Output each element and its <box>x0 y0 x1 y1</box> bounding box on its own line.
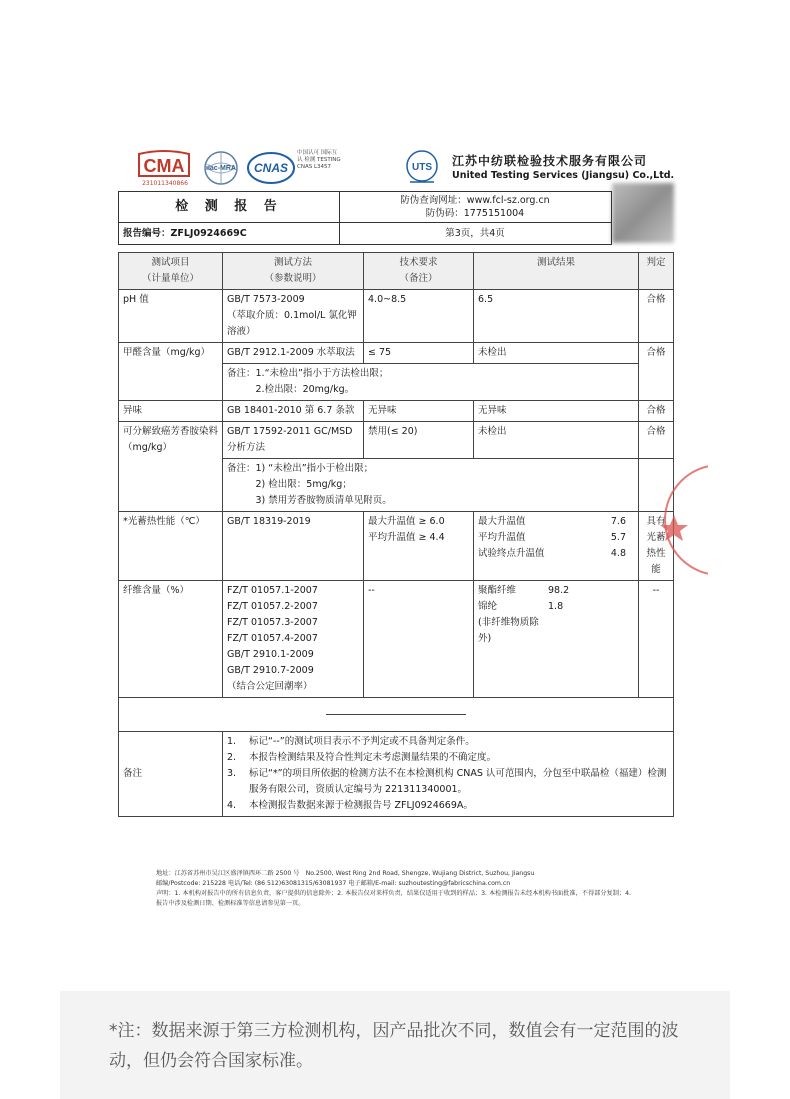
cell-judgement: 具有光蓄热性能 <box>639 512 674 581</box>
cell-result: 6.5 <box>474 290 639 343</box>
header-method: 测试方法 （参数说明） <box>223 253 364 290</box>
remark-item: 2. 本报告检测结果及符合性判定未考虑测量结果的不确定度。 <box>227 752 497 763</box>
data-source-note-box <box>60 991 730 1099</box>
header-result: 测试结果 <box>474 253 639 290</box>
cell-judgement: 合格 <box>639 401 674 422</box>
header-requirement: 技术要求 （备注） <box>364 253 474 290</box>
svg-text:ilac-MRA: ilac-MRA <box>206 165 236 172</box>
table-row-blank <box>119 698 674 732</box>
cell-item: 可分解致癌芳香胺染料（mg/kg） <box>119 422 223 512</box>
blurred-qr-code <box>612 183 674 243</box>
report-footer <box>156 869 636 909</box>
footer-address: 地址：江苏省苏州市吴江区盛泽镇西环二路 2500 号 No.2500, West Ring 2nd Road, Shengze, Wujiang District, Suzhou, Jiangsu <box>156 870 535 877</box>
cell-item: pH 值 <box>119 290 223 343</box>
cnas-accreditation-text: 中国认可 国际互认 检测 TESTING CNAS L3457 <box>297 150 341 170</box>
cell-result <box>474 581 639 698</box>
cell-method: GB/T 18319-2019 <box>223 512 364 581</box>
cell-note: 备注：1) “未检出”指小于检出限； 2) 检出限：5mg/kg； 3) 禁用芳香胺物质清单见附页。 <box>223 459 639 512</box>
cell-method: GB/T 17592-2011 GC/MSD 分析方法 <box>223 422 364 459</box>
header-judgement: 判定 <box>639 253 674 290</box>
cma-cert-number: 231011340866 <box>142 180 188 187</box>
cell-item: *光蓄热性能（℃） <box>119 512 223 581</box>
cell-result: 未检出 <box>474 343 639 364</box>
remark-item: 3. 标记“*”的项目所依据的检测方法不在本检测机构 CNAS 认可范围内，分包至中联晶检（福建）检测服务有限公司，资质认定编号为 221311340001。 <box>227 768 667 795</box>
remark-item: 1. 标记“--”的测试项目表示不予判定或不具备判定条件。 <box>227 736 475 747</box>
table-header-row <box>119 253 674 290</box>
cell-requirement: 无异味 <box>364 401 474 422</box>
cell-item: 甲醛含量（mg/kg） <box>119 343 223 401</box>
anti-fake-code: 防伪码：1775151004 <box>425 208 525 219</box>
footer-statement: 声明：1. 本机构对报告中的所有信息负责，客户提供的信息除外；2. 本报告仅对来样负责，结果仅适用于收到的样品；3. 本检测报告未经本机构书面批准，不得部分复制；4. 报告中涉及检测日期、检测标准等信息请参见第一页。 <box>156 890 632 907</box>
cell-result <box>474 512 639 581</box>
cell-item: 纤维含量（%） <box>119 581 223 698</box>
cell-method: GB/T 2912.1-2009 水萃取法 <box>223 343 364 364</box>
cell-requirement: 禁用(≤ 20) <box>364 422 474 459</box>
table-row-remarks <box>119 732 674 817</box>
cell-item: 异味 <box>119 401 223 422</box>
ilac-mra-logo <box>201 150 241 186</box>
cell-note: 备注：1.“未检出”指小于方法检出限； 2.检出限：20mg/kg。 <box>223 364 639 401</box>
cell-result: 未检出 <box>474 422 639 459</box>
table-row-fiber <box>119 581 674 698</box>
test-results-table <box>118 252 674 817</box>
cell-requirement: 4.0~8.5 <box>364 290 474 343</box>
cell-judgement: -- <box>639 581 674 698</box>
svg-text:CNAS: CNAS <box>253 161 289 175</box>
table-row-light-heat <box>119 512 674 581</box>
company-name-cn: 江苏中纺联检验技术服务有限公司 <box>452 154 648 168</box>
footer-contact: 邮编/Postcode: 215228 电话/Tel: (86 512)63081315/63081937 电子邮箱/E-mail: suzhoutesting@fabricschina.com.cn <box>156 880 511 887</box>
cell-blank <box>119 698 674 732</box>
table-row-formaldehyde <box>119 343 674 364</box>
table-row-ph <box>119 290 674 343</box>
uts-logo <box>404 148 440 188</box>
cell-requirement: 最大升温值 ≥ 6.0 平均升温值 ≥ 4.4 <box>364 512 474 581</box>
anti-fake-info <box>339 194 611 220</box>
cell-judgement: 合格 <box>639 422 674 459</box>
cell-result: 无异味 <box>474 401 639 422</box>
svg-text:UTS: UTS <box>412 162 432 173</box>
cell-method: GB 18401-2010 第 6.7 条款 <box>223 401 364 422</box>
data-source-note: *注：数据来源于第三方检测机构，因产品批次不同，数值会有一定范围的波动，但仍会符合国家标准。 <box>109 1021 679 1071</box>
cell-judgement: 合格 <box>639 290 674 343</box>
result-values: 7.6 5.7 4.8 <box>610 516 626 559</box>
result-labels: 聚酯纤维 锦纶 (非纤维物质除外) <box>478 585 539 644</box>
svg-text:CMA: CMA <box>143 156 185 176</box>
cell-judgement: 合格 <box>639 343 674 401</box>
table-row-amine <box>119 422 674 459</box>
result-values: 98.2 1.8 <box>548 585 570 612</box>
page-info: 第3页，共4页 <box>445 228 505 239</box>
cnas-logo <box>246 150 296 186</box>
remarks-cell <box>223 732 674 817</box>
remarks-label: 备注 <box>119 732 223 817</box>
header-item: 测试项目 （计量单位） <box>119 253 223 290</box>
table-row-odor <box>119 401 674 422</box>
report-title: 检 测 报 告 <box>175 199 283 214</box>
anti-fake-site: 防伪查询网址：www.fcl-sz.org.cn <box>400 195 550 206</box>
inspection-stamp <box>660 460 708 580</box>
cell-method: FZ/T 01057.1-2007 FZ/T 01057.2-2007 FZ/T 01057.3-2007 FZ/T 01057.4-2007 GB/T 2910.1-2009 GB/T 2910.7-2009 （结合公定回潮率） <box>223 581 364 698</box>
company-name-en: United Testing Services (Jiangsu) Co.,Ltd. <box>452 170 675 181</box>
report-number: 报告编号：ZFLJ0924669C <box>123 228 247 239</box>
result-labels: 最大升温值 平均升温值 试验终点升温值 <box>478 516 545 559</box>
report-header-box <box>118 191 612 245</box>
cell-method: GB/T 7573-2009 （萃取介质：0.1mol/L 氯化钾溶液） <box>223 290 364 343</box>
cell-requirement: ≤ 75 <box>364 343 474 364</box>
remark-item: 4. 本检测报告数据来源于检测报告号 ZFLJ0924669A。 <box>227 800 473 811</box>
cell-requirement: -- <box>364 581 474 698</box>
